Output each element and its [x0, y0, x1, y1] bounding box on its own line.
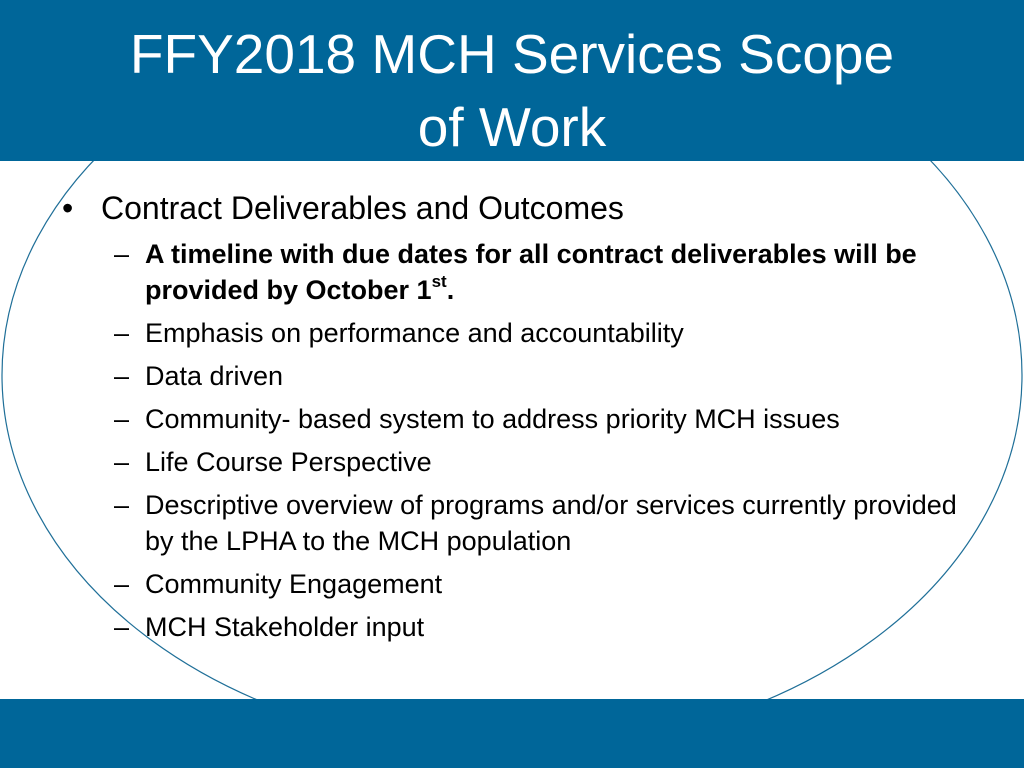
sub-bullet-community-system	[0, 401, 975, 437]
dash-marker: –	[114, 361, 130, 391]
dash-marker: –	[114, 239, 130, 269]
ordinal-superscript: st	[431, 272, 447, 291]
sub-bullet-text: MCH Stakeholder input	[145, 612, 425, 642]
sub-bullet-life-course	[0, 444, 975, 480]
bullet-marker: •	[62, 190, 74, 226]
dash-marker: –	[114, 569, 130, 599]
dash-marker: –	[114, 490, 130, 520]
sub-bullet-text: Life Course Perspective	[145, 447, 432, 477]
sub-bullet-performance	[0, 315, 975, 351]
sub-bullet-data-driven	[0, 358, 975, 394]
sub-bullet-text: Descriptive overview of programs and/or services currently provided by the LPHA to the MCH population	[145, 490, 957, 556]
sub-bullet-stakeholder-input	[0, 609, 975, 645]
timeline-period: .	[446, 275, 455, 305]
slide-title	[0, 18, 1024, 164]
sub-bullet-text: Community Engagement	[145, 569, 443, 599]
sub-bullet-community-engagement	[0, 566, 975, 602]
sub-bullet-text	[145, 239, 917, 305]
slide-title-line-1: FFY2018 MCH Services Scope	[129, 23, 895, 85]
sub-bullet-text: Community- based system to address priority MCH issues	[145, 404, 840, 434]
sub-bullet-descriptive-overview	[0, 487, 975, 559]
main-bullet: Contract Deliverables and Outcomes	[101, 190, 624, 226]
dash-marker: –	[114, 318, 130, 348]
slide-title-line-2: of Work	[417, 96, 607, 158]
sub-bullet-text: Emphasis on performance and accountability	[145, 318, 684, 348]
sub-bullet-timeline	[0, 236, 975, 308]
dash-marker: –	[114, 447, 130, 477]
sub-bullet-text: Data driven	[145, 361, 284, 391]
sub-bullet-list	[0, 236, 1024, 652]
footer-band	[0, 699, 1024, 768]
dash-marker: –	[114, 404, 130, 434]
timeline-text: A timeline with due dates for all contract deliverables will be provided by October 1	[145, 239, 917, 305]
dash-marker: –	[114, 612, 130, 642]
